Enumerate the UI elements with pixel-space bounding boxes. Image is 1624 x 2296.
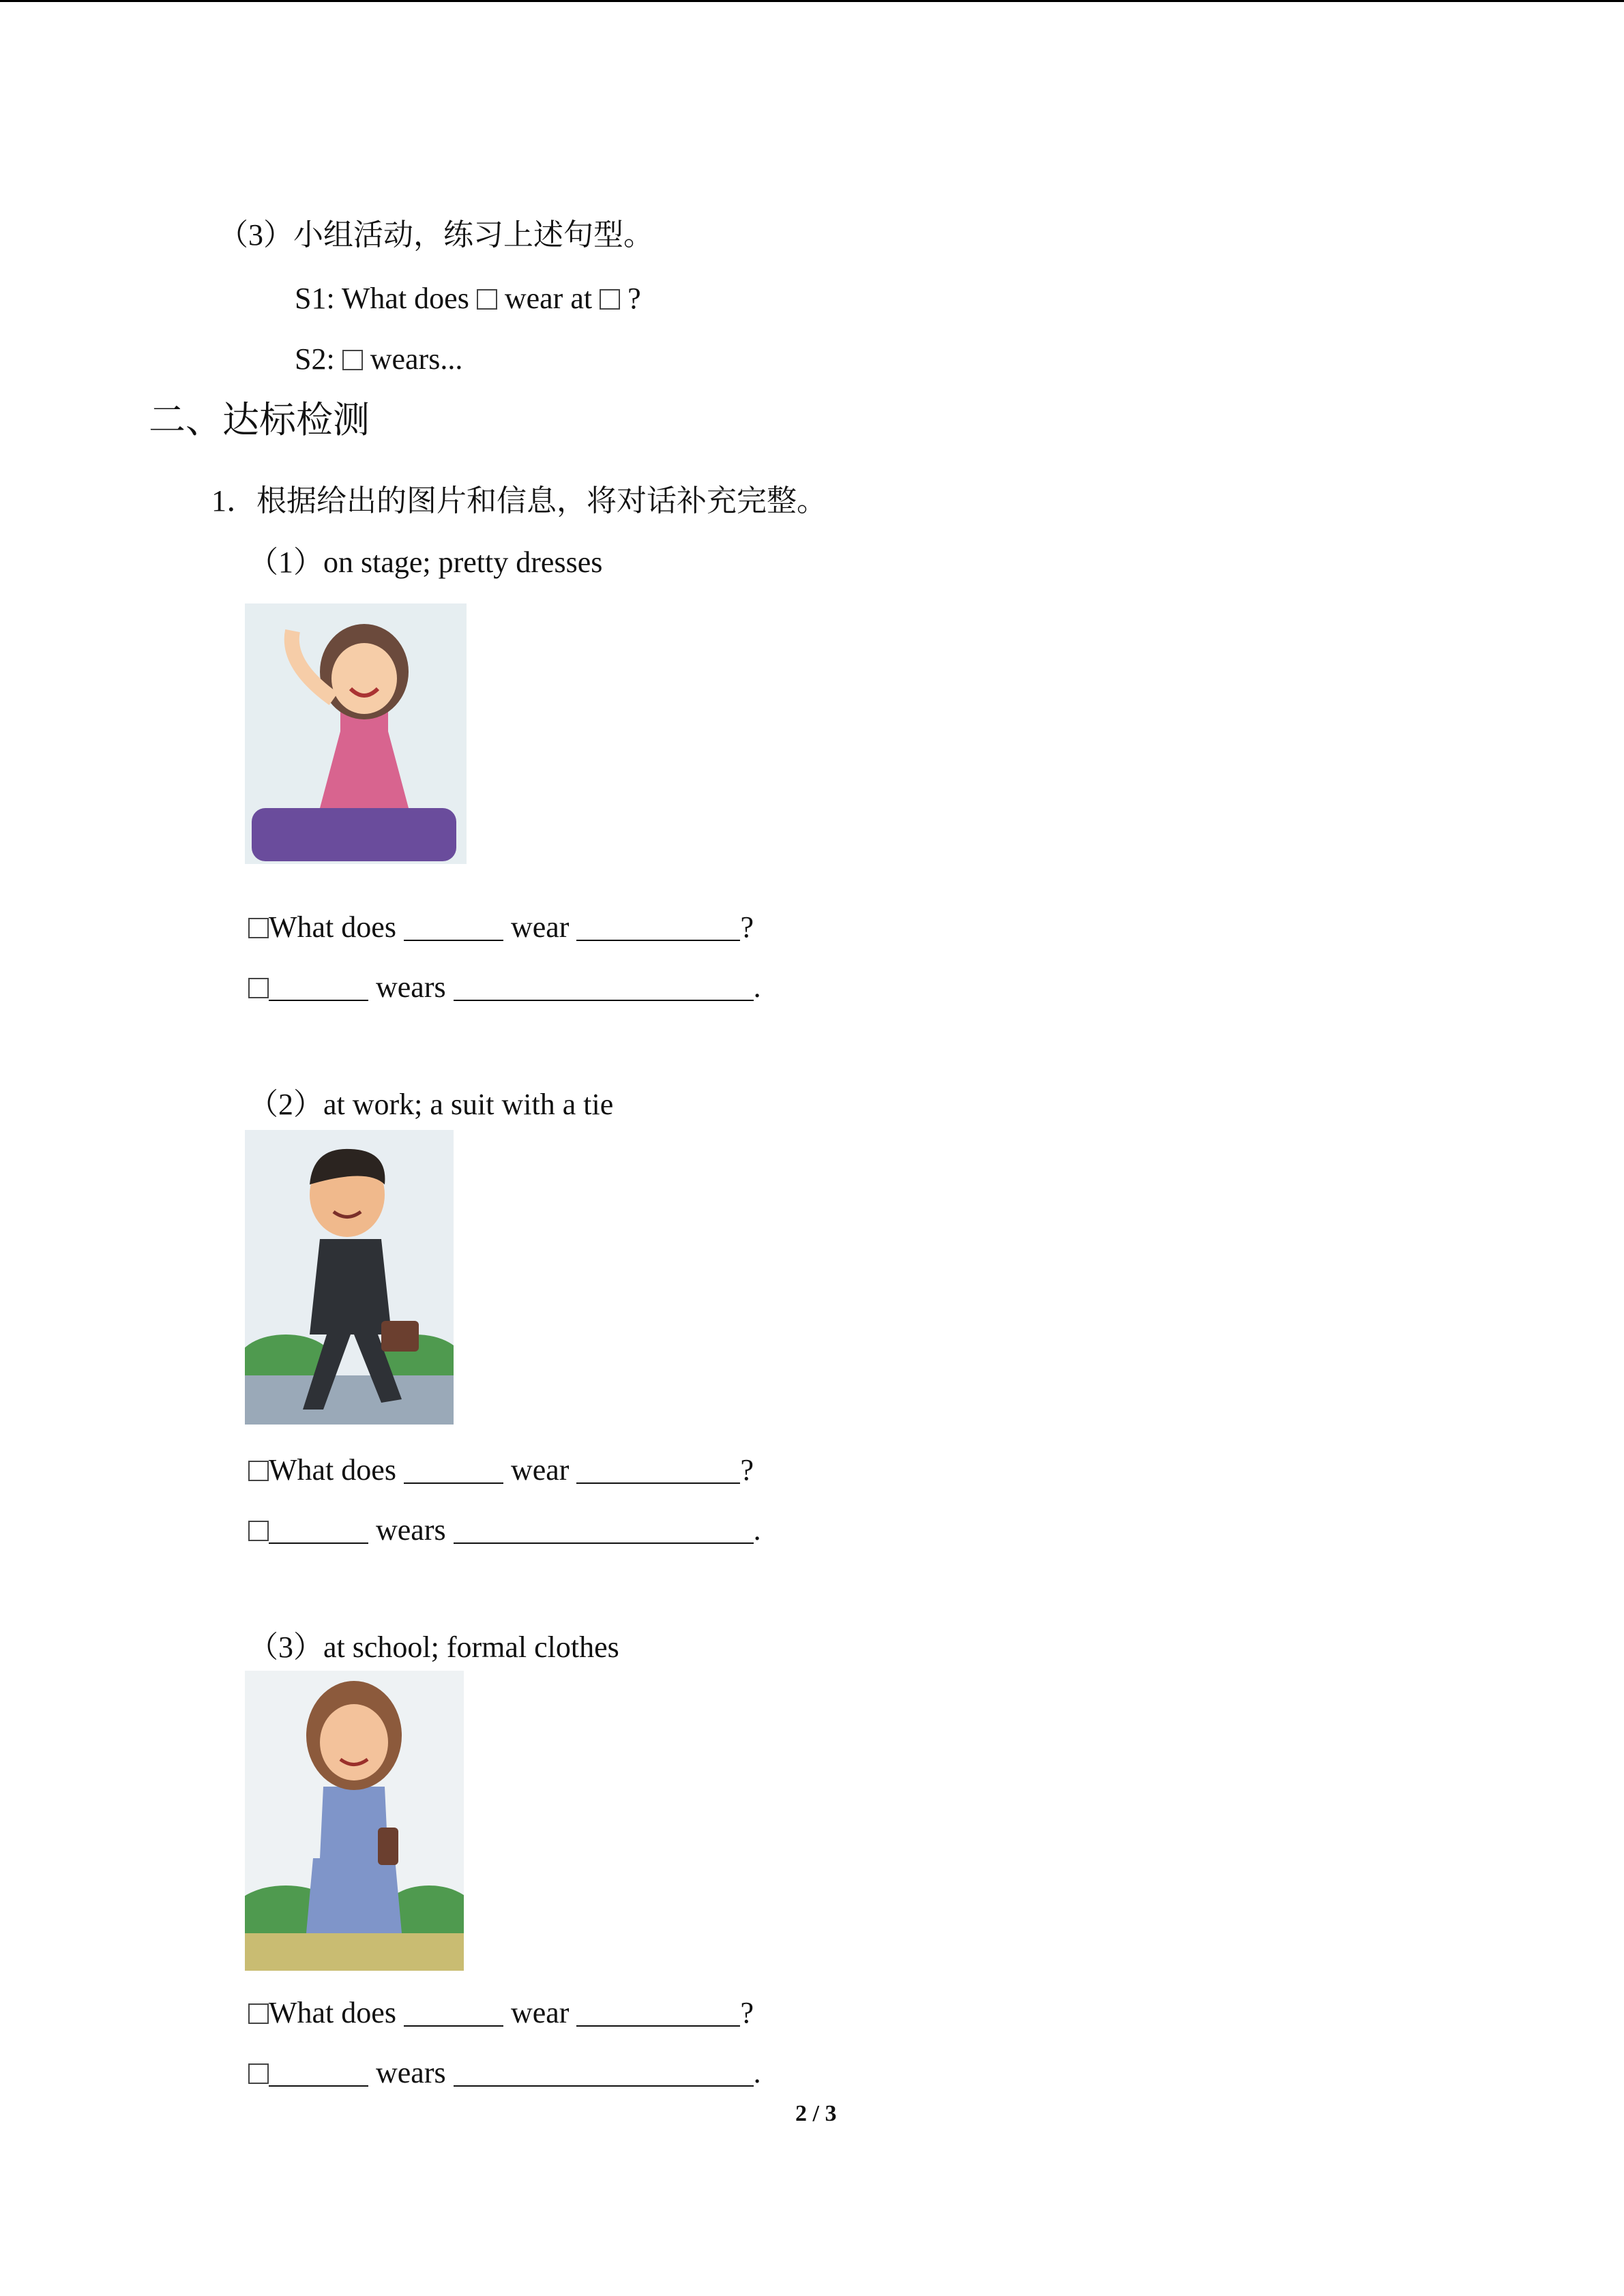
s1-text-a: S1: What does (295, 282, 469, 315)
blank-box-icon (248, 2003, 269, 2024)
blank-box-icon (248, 1461, 269, 1481)
blank-box-icon (248, 2063, 269, 2084)
answer-blank[interactable] (404, 912, 503, 941)
answer-blank[interactable] (576, 1998, 740, 2027)
s2-text-a: S2: (295, 342, 342, 376)
blank-box-icon (477, 289, 497, 310)
answer-blank[interactable] (269, 2058, 368, 2087)
blank-box-icon (342, 350, 363, 370)
question-text: What does (269, 910, 396, 944)
blank-box-icon (248, 1521, 269, 1541)
s1-text-b: wear at (504, 282, 593, 315)
singer-illustration (245, 603, 467, 864)
s1-text-c: ? (628, 282, 641, 315)
answer-blank[interactable] (576, 912, 740, 941)
item-3-question (248, 1993, 754, 2033)
question-text-mid: wear (503, 910, 577, 944)
answer-text-mid: wears (368, 970, 454, 1004)
item-2-label: （2）at work; a suit with a tie (248, 1088, 614, 1121)
answer-blank[interactable] (454, 972, 754, 1001)
answer-blank[interactable] (404, 1998, 503, 2027)
answer-period: . (753, 2056, 761, 2089)
answer-blank[interactable] (404, 1455, 503, 1484)
item-3-label: （3）at school; formal clothes (248, 1630, 619, 1664)
page-number: 2 / 3 (795, 2101, 837, 2126)
blank-box-icon (248, 918, 269, 938)
top-border (0, 0, 1624, 2)
section-heading: 二、达标检测 (149, 400, 370, 441)
s2-text-b: wears... (370, 342, 463, 376)
item-1-question (248, 907, 754, 948)
s2-line (295, 339, 462, 380)
answer-blank[interactable] (454, 2058, 754, 2087)
question-text-mid: wear (503, 1996, 577, 2029)
question-text: What does (269, 1453, 396, 1487)
item-1-answer (248, 967, 761, 1008)
question-text-mid: wear (503, 1453, 577, 1487)
item-1-label: （1）on stage; pretty dresses (248, 546, 603, 579)
question-mark: ? (740, 910, 754, 944)
item-2-answer (248, 1510, 761, 1551)
question-mark: ? (740, 1453, 754, 1487)
businessman-illustration (245, 1130, 454, 1425)
s1-line (295, 278, 641, 319)
question-mark: ? (740, 1996, 754, 2029)
answer-text-mid: wears (368, 1513, 454, 1547)
step3-title: （3）小组活动，练习上述句型。 (218, 218, 653, 252)
answer-blank[interactable] (269, 1515, 368, 1544)
teacher-illustration (245, 1671, 464, 1971)
answer-period: . (753, 970, 761, 1004)
answer-blank[interactable] (576, 1455, 740, 1484)
question-text: What does (269, 1996, 396, 2029)
answer-blank[interactable] (269, 972, 368, 1001)
item-2-question (248, 1450, 754, 1491)
answer-period: . (753, 1513, 761, 1547)
item-3-answer (248, 2053, 761, 2093)
task-instruction: 1．根据给出的图片和信息，将对话补充完整。 (211, 484, 827, 518)
blank-box-icon (248, 978, 269, 998)
answer-blank[interactable] (454, 1515, 754, 1544)
answer-text-mid: wears (368, 2056, 454, 2089)
blank-box-icon (600, 289, 620, 310)
